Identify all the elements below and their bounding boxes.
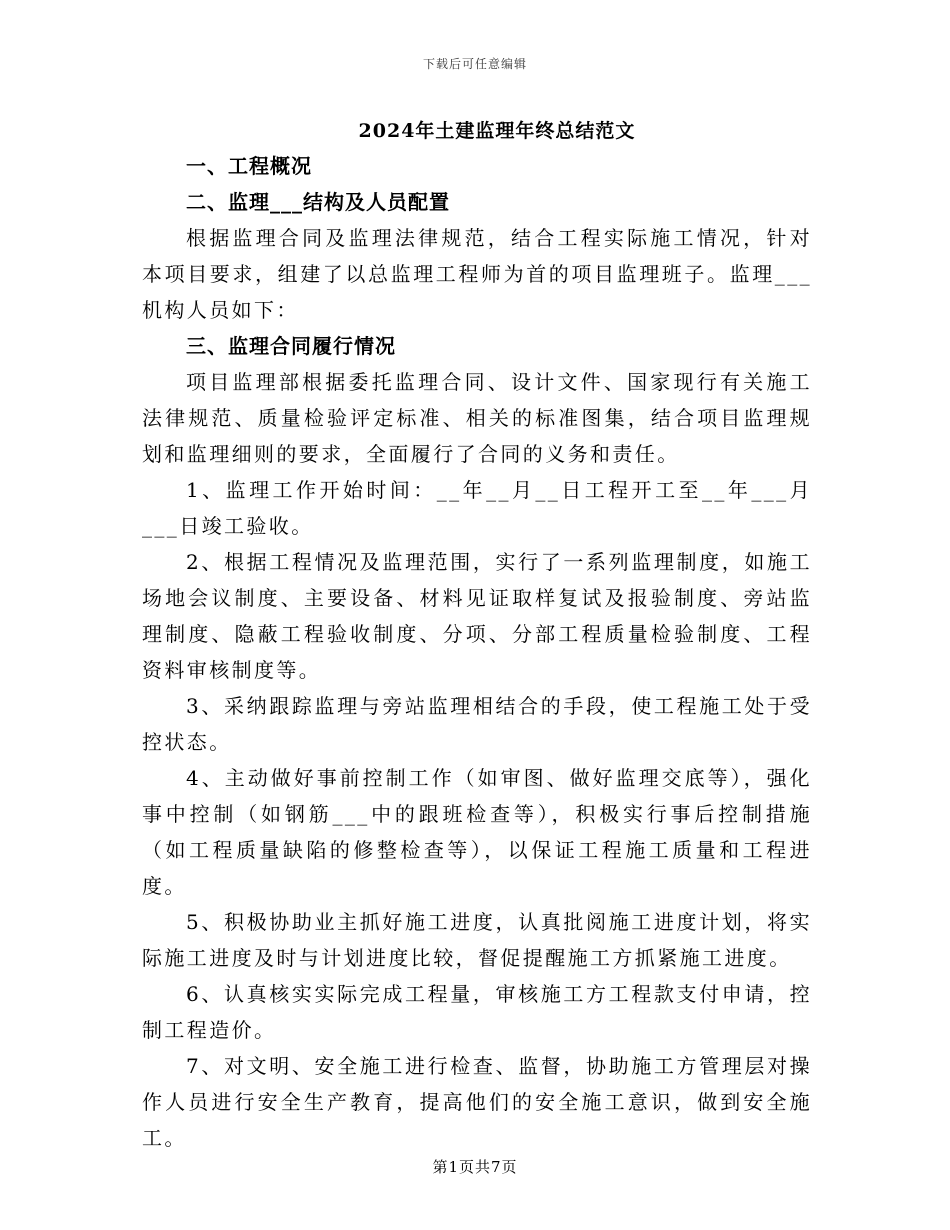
paragraph-item-2: 2、根据工程情况及监理范围，实行了一系列监理制度，如施工场地会议制度、主要设备、材料见证取样复试及报验制度、旁站监理制度、隐蔽工程验收制度、分项、分部工程质量检验制度、工程资料审核制度等。 — [142, 550, 812, 682]
paragraph-item-3: 3、采纳跟踪监理与旁站监理相结合的手段，使工程施工处于受控状态。 — [142, 694, 812, 754]
section-heading-2: 二、监理___结构及人员配置 — [186, 190, 450, 214]
document-title: 2024年土建监理年终总结范文 — [358, 120, 636, 142]
section-heading-1: 一、工程概况 — [186, 154, 312, 178]
page-footer-number: 第1页共7页 — [432, 1158, 518, 1176]
paragraph-item-5: 5、积极协助业主抓好施工进度，认真批阅施工进度计划，将实际施工进度及时与计划进度比较，督促提醒施工方抓紧施工进度。 — [142, 910, 812, 970]
paragraph-contract: 项目监理部根据委托监理合同、设计文件、国家现行有关施工法律规范、质量检验评定标准、相关的标准图集，结合项目监理规划和监理细则的要求，全面履行了合同的义务和责任。 — [142, 370, 812, 466]
document-body — [142, 148, 812, 1156]
paragraph-item-7: 7、对文明、安全施工进行检查、监督，协助施工方管理层对操作人员进行安全生产教育，提高他们的安全施工意识，做到安全施工。 — [142, 1054, 812, 1150]
paragraph-staffing: 根据监理合同及监理法律规范，结合工程实际施工情况，针对本项目要求，组建了以总监理工程师为首的项目监理班子。监理___机构人员如下： — [142, 226, 812, 322]
page-header-note: 下载后可任意编辑 — [422, 57, 527, 71]
paragraph-item-1: 1、监理工作开始时间：__年__月__日工程开工至__年___月___日竣工验收。 — [142, 478, 812, 538]
paragraph-item-6: 6、认真核实实际完成工程量，审核施工方工程款支付申请，控制工程造价。 — [142, 982, 812, 1042]
section-heading-3: 三、监理合同履行情况 — [186, 334, 396, 358]
paragraph-item-4: 4、主动做好事前控制工作（如审图、做好监理交底等），强化事中控制（如钢筋___中的跟班检查等），积极实行事后控制措施（如工程质量缺陷的修整检查等），以保证工程施工质量和工程进度。 — [142, 766, 812, 898]
